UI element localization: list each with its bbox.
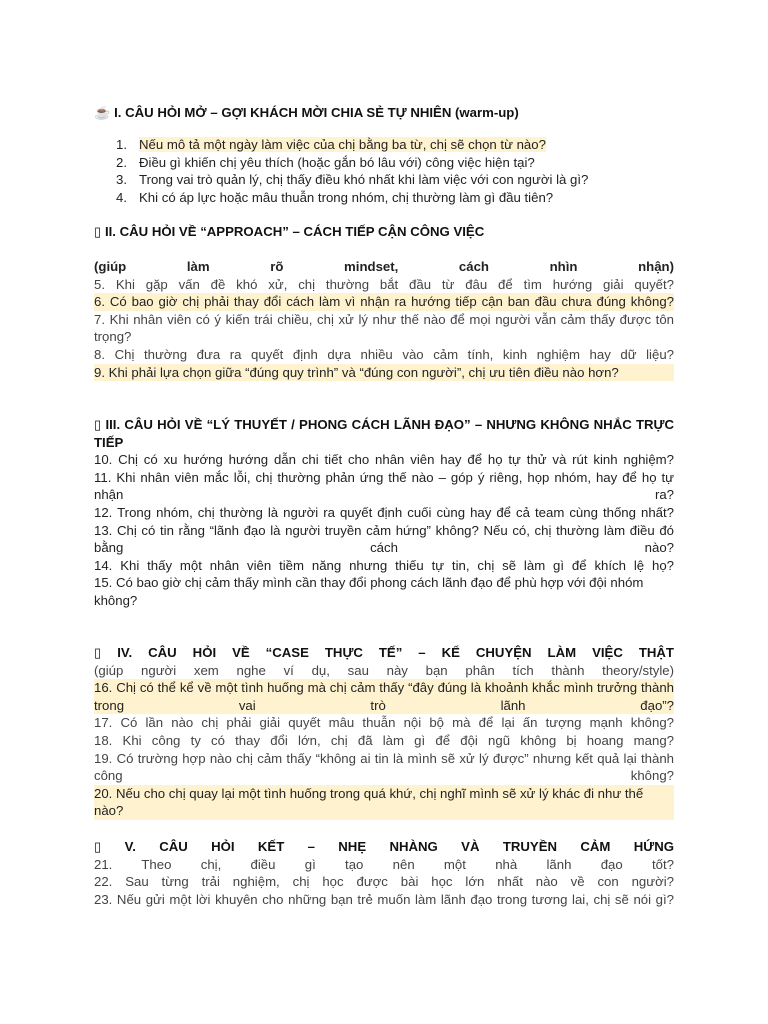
- question-20: 20. Nếu cho chị quay lại một tình huống trong quá khứ, chị nghĩ mình sẽ xử lý khác đi như thế nào?: [94, 785, 674, 820]
- question-16: 16. Chị có thể kể về một tình huống mà chị cảm thấy “đây đúng là khoảnh khắc mình trưởng thành trong vai trò lãnh đạo”?: [94, 680, 674, 713]
- question-19: 19. Có trường hợp nào chị cảm thấy “không ai tin là mình sẽ xử lý được” nhưng kết quả lại thành công không?: [94, 750, 674, 784]
- item-text: Điều gì khiến chị yêu thích (hoặc gắn bó lâu với) công việc hiện tại?: [139, 154, 535, 170]
- section-subtitle: (giúp làm rõ mindset, cách nhìn nhận): [94, 259, 674, 274]
- section-body-3: [94, 416, 674, 610]
- question-21: 21. Theo chị, điều gì tạo nên một nhà lãnh đạo tốt?: [94, 856, 674, 872]
- item-text: Khi có áp lực hoặc mâu thuẫn trong nhóm, chị thường làm gì đầu tiên?: [139, 189, 554, 205]
- question-23: 23. Nếu gửi một lời khuyên cho những bạn trẻ muốn làm lãnh đạo trong tương lai, chị sẽ nói gì?: [94, 891, 674, 907]
- question-8: 8. Chị thường đưa ra quyết định dựa nhiều vào cảm tính, kinh nghiệm hay dữ liệu?: [94, 346, 674, 362]
- question-22: 22. Sau từng trải nghiệm, chị học được bài học lớn nhất nào về con người?: [94, 874, 674, 890]
- section-title: I. CÂU HỎI MỞ – GỢI KHÁCH MỜI CHIA SẺ TỰ NHIÊN (warm-up): [114, 105, 519, 120]
- section-heading-1: [94, 104, 674, 122]
- placeholder-glyph-icon: ▯: [94, 645, 102, 660]
- question-10: 10. Chị có xu hướng hướng dẫn chi tiết cho nhân viên hay để họ tự thử và rút kinh nghiệm?: [94, 452, 674, 468]
- list-item: [116, 154, 588, 172]
- section-heading-2: [94, 223, 674, 241]
- list-item: [116, 189, 588, 207]
- section-title: II. CÂU HỎI VỀ “APPROACH” – CÁCH TIẾP CẬN CÔNG VIỆC: [104, 224, 485, 239]
- question-11: 11. Khi nhân viên mắc lỗi, chị thường phản ứng thế nào – góp ý riêng, họp nhóm, hay để họ tự nhận ra?: [94, 469, 674, 503]
- item-number: 2.: [116, 154, 127, 170]
- section-body-4: [94, 644, 674, 820]
- section-heading-3: [94, 416, 674, 451]
- section-title: V. CÂU HỎI KẾT – NHẸ NHÀNG VÀ TRUYỀN CẢM HỨNG: [124, 839, 674, 854]
- placeholder-glyph-icon: ▯: [94, 839, 102, 854]
- question-17: 17. Có lần nào chị phải giải quyết mâu thuẫn nội bộ mà để lại ấn tượng mạnh không?: [94, 715, 674, 731]
- section-title: III. CÂU HỎI VỀ “LÝ THUYẾT / PHONG CÁCH LÃNH ĐẠO” – NHƯNG KHÔNG NHẮC TRỰC TIẾP: [94, 417, 674, 450]
- question-14: 14. Khi thấy một nhân viên tiềm năng nhưng thiếu tự tin, chị sẽ làm gì để khích lệ họ?: [94, 557, 674, 573]
- section-heading-5: [94, 838, 674, 856]
- section-body-5: [94, 838, 674, 908]
- list-item: [116, 171, 588, 189]
- question-18: 18. Khi công ty có thay đổi lớn, chị đã làm gì để đội ngũ không bị hoang mang?: [94, 732, 674, 748]
- item-text: Trong vai trò quản lý, chị thấy điều khó nhất khi làm việc với con người là gì?: [139, 172, 589, 188]
- question-13: 13. Chị có tin rằng “lãnh đạo là người truyền cảm hứng” không? Nếu có, chị thường làm điều đó bằng cách nào?: [94, 522, 674, 556]
- question-5: 5. Khi gặp vấn đề khó xử, chị thường bắt đầu từ đâu để tìm hướng giải quyết?: [94, 276, 674, 292]
- section-title: IV. CÂU HỎI VỀ “CASE THỰC TẾ” – KỂ CHUYỆN LÀM VIỆC THẬT: [117, 645, 674, 660]
- question-9: 9. Khi phải lựa chọn giữa “đúng quy trình” và “đúng con người”, chị ưu tiên điều nào hơn?: [94, 364, 674, 382]
- question-6: 6. Có bao giờ chị phải thay đổi cách làm vì nhận ra hướng tiếp cận ban đầu chưa đúng không?: [94, 294, 674, 310]
- list-item: [116, 136, 588, 154]
- coffee-icon: ☕: [94, 105, 111, 120]
- section-heading-4: [94, 644, 674, 662]
- warmup-question-list: [116, 136, 588, 206]
- placeholder-glyph-icon: ▯: [94, 417, 102, 432]
- placeholder-glyph-icon: ▯: [94, 224, 102, 239]
- item-number: 1.: [116, 137, 127, 152]
- question-7: 7. Khi nhân viên có ý kiến trái chiều, chị xử lý như thế nào để mọi người vẫn cảm thấy được tôn trọng?: [94, 311, 674, 345]
- item-text: Nếu mô tả một ngày làm việc của chị bằng ba từ, chị sẽ chọn từ nào?: [139, 137, 546, 152]
- section-subtitle: (giúp người xem nghe ví dụ, sau này bạn phân tích thành theory/style): [94, 662, 674, 678]
- section-body-2: [94, 258, 674, 381]
- question-12: 12. Trong nhóm, chị thường là người ra quyết định cuối cùng hay để cả team cùng thống nhất?: [94, 504, 674, 520]
- item-number: 4.: [116, 189, 127, 205]
- question-15: 15. Có bao giờ chị cảm thấy mình cần thay đổi phong cách lãnh đạo để phù hợp với đội nhóm không?: [94, 575, 644, 608]
- item-number: 3.: [116, 172, 127, 188]
